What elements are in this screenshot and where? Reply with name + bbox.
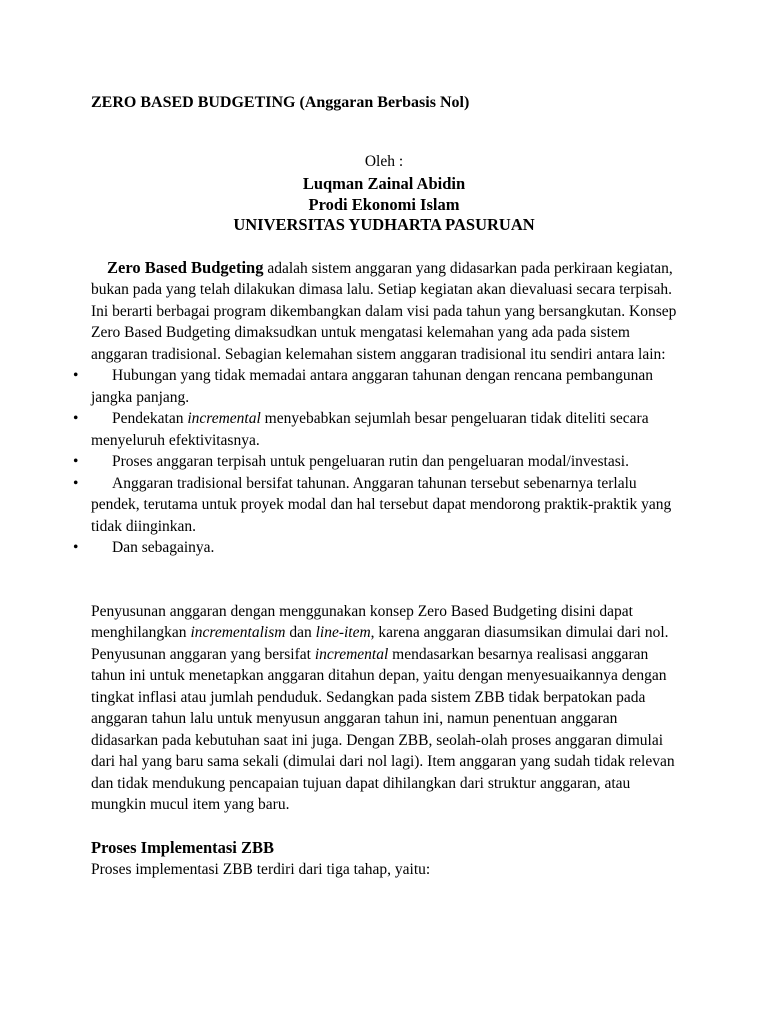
byline: [91, 152, 677, 236]
weakness-list: [73, 365, 681, 559]
list-item-text: Hubungan yang tidak memadai antara anggaran tahunan dengan rencana pembangunan jangka panjang.: [91, 367, 653, 406]
list-item-text: Proses anggaran terpisah untuk pengeluaran rutin dan pengeluaran modal/investasi.: [112, 453, 629, 470]
university-name: UNIVERSITAS YUDHARTA PASURUAN: [233, 215, 535, 234]
document-title: ZERO BASED BUDGETING (Anggaran Berbasis Nol): [91, 94, 470, 111]
zbb-explanation-paragraph: [91, 601, 681, 816]
paragraph-text: dan: [285, 624, 316, 641]
section-heading: Proses Implementasi ZBB: [91, 837, 275, 857]
paragraph-text: Penyusunan anggaran dengan menggunakan konsep Zero Based Budgeting disini dapat menghilangkan: [91, 602, 633, 641]
list-item: [73, 408, 681, 451]
list-item: [73, 365, 681, 408]
bullet-icon: •: [73, 453, 79, 470]
bullet-icon: •: [73, 367, 79, 384]
paragraph-text: , karena anggaran diasumsikan dimulai dari nol. Penyusunan anggaran yang bersifat: [91, 624, 669, 663]
list-item: [73, 473, 681, 538]
list-item-text: Anggaran tradisional bersifat tahunan. Anggaran tahunan tersebut sebenarnya terlalu pendek, terutama untuk proyek modal dan hal tersebut dapat mendorong praktik-praktik yang tidak diinginkan.: [91, 474, 672, 535]
paragraph-emphasis: incremental: [314, 645, 389, 663]
intro-paragraph: [91, 257, 681, 366]
paragraph-text: mendasarkan besarnya realisasi anggaran tahun ini untuk menetapkan anggaran ditahun depan, yaitu dengan menyesuaikannya dengan tingkat inflasi atau jumlah penduduk. Sedangkan pada sistem ZBB tidak berpatokan pada anggaran tahun lalu untuk menyusun anggaran tahun ini, namun penentuan anggaran didasarkan pada kebutuhan saat ini juga. Dengan ZBB, seolah-olah proses anggaran dimulai dari hal yang baru sama sekali (dimulai dari nol lagi). Item anggaran yang sudah tidak relevan dan tidak mendukung pencapaian tujuan dapat dihilangkan dari struktur anggaran, atau mungkin mucul item yang baru.: [91, 645, 675, 813]
paragraph-emphasis: line-item: [315, 624, 371, 641]
list-item-text: Dan sebagainya.: [112, 539, 215, 556]
paragraph-emphasis: incrementalism: [190, 624, 286, 641]
bullet-icon: •: [73, 474, 79, 492]
author-name: Luqman Zainal Abidin: [302, 174, 466, 193]
department-name: Prodi Ekonomi Islam: [308, 194, 460, 214]
document-page: [73, 92, 681, 896]
bullet-icon: •: [73, 539, 79, 556]
bullet-icon: •: [73, 410, 79, 427]
list-item: [73, 537, 681, 559]
list-item-text: Pendekatan: [112, 410, 188, 427]
list-item-text: menyebabkan sejumlah besar pengeluaran tidak diteliti secara menyeluruh efektivitasnya.: [91, 410, 649, 449]
intro-text: adalah sistem anggaran yang didasarkan pada perkiraan kegiatan, bukan pada yang telah dilakukan dimasa lalu. Setiap kegiatan akan dievaluasi secara terpisah. Ini berarti berbagai program dikembangkan dalam visi pada tahun yang bersangkutan. Konsep Zero Based Budgeting dimaksudkan untuk mengatasi kelemahan yang ada pada sistem anggaran tradisional. Sebagian kelemahan sistem anggaran tradisional itu sendiri antara lain:: [91, 259, 677, 363]
list-item: [73, 451, 681, 473]
section-paragraph: Proses implementasi ZBB terdiri dari tiga tahap, yaitu:: [91, 860, 431, 878]
intro-lead-term: Zero Based Budgeting: [107, 257, 264, 277]
list-item-emphasis: incremental: [187, 410, 261, 427]
byline-label: Oleh :: [364, 153, 404, 170]
